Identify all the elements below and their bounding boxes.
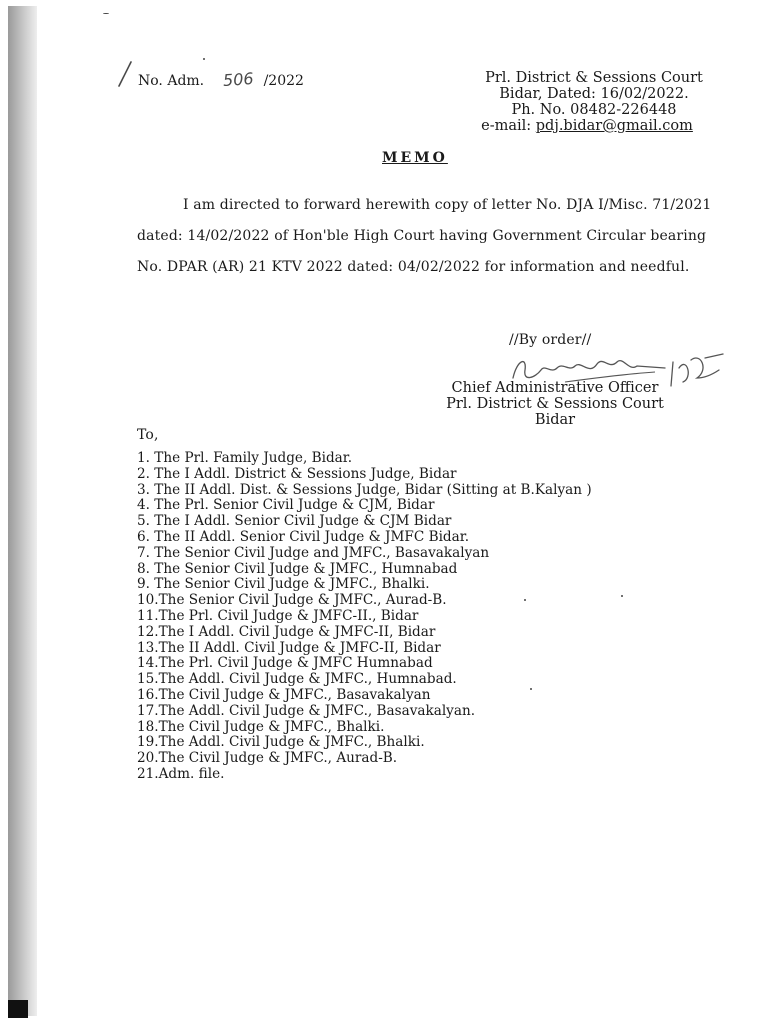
list-item: 12.The I Addl. Civil Judge & JMFC-II, Bidar [137,623,436,640]
scan-corner-mark [8,1000,28,1018]
memo-title: MEMO [382,150,448,166]
recipients-list [137,451,592,783]
scan-speck [621,595,623,597]
list-item: 7. The Senior Civil Judge and JMFC., Basavakalyan [137,544,490,561]
list-item: 2. The I Addl. District & Sessions Judge, Bidar [137,465,457,482]
list-item: 15.The Addl. Civil Judge & JMFC., Humnabad. [137,671,457,688]
email-line [478,118,710,134]
signatory-block [440,380,670,428]
handwritten-slash-mark [115,60,135,88]
signatory-office: Prl. District & Sessions Court [446,396,664,412]
list-item: 11.The Prl. Civil Judge & JMFC-II., Bidar [137,607,419,624]
list-item: 13.The II Addl. Civil Judge & JMFC-II, Bidar [137,639,441,656]
list-item: 21.Adm. file. [137,765,225,782]
email-link[interactable]: pdj.bidar@gmail.com [535,118,693,134]
court-address-block [478,70,710,134]
memo-paragraph-line-1: I am directed to forward herewith copy of letter No. DJA I/Misc. 71/2021 [183,197,712,213]
list-item: 18.The Civil Judge & JMFC., Bhalki. [137,718,385,735]
court-name: Prl. District & Sessions Court [485,70,703,86]
reference-handwritten-number: 506 [221,68,254,91]
phone-number: Ph. No. 08482-226448 [511,102,677,118]
email-label: e-mail: [481,118,532,134]
list-item: 6. The II Addl. Senior Civil Judge & JMFC Bidar. [137,528,470,545]
list-item: 10.The Senior Civil Judge & JMFC., Aurad-B. [137,592,447,609]
list-item: 17.The Addl. Civil Judge & JMFC., Basavakalyan. [137,702,476,719]
recipients-label: To, [137,427,159,443]
reference-number [138,70,304,89]
memo-paragraph-line-3: No. DPAR (AR) 21 KTV 2022 dated: 04/02/2022 for information and needful. [137,259,690,275]
by-order-text: //By order// [509,332,592,348]
list-item: 16.The Civil Judge & JMFC., Basavakalyan [137,686,431,703]
scan-speck [203,58,205,60]
signatory-place: Bidar [534,412,576,428]
list-item: 8. The Senior Civil Judge & JMFC., Humnabad [137,560,458,577]
reference-year: /2022 [263,73,304,89]
list-item: 4. The Prl. Senior Civil Judge & CJM, Bidar [137,497,435,514]
list-item: 20.The Civil Judge & JMFC., Aurad-B. [137,750,398,767]
scan-speck [103,13,109,14]
scan-edge-strip [8,6,37,1016]
place-and-date: Bidar, Dated: 16/02/2022. [499,86,689,102]
memo-paragraph-line-2: dated: 14/02/2022 of Hon'ble High Court having Government Circular bearing [137,228,707,244]
list-item: 19.The Addl. Civil Judge & JMFC., Bhalki. [137,734,425,751]
list-item: 1. The Prl. Family Judge, Bidar. [137,450,353,466]
reference-prefix: No. Adm. [138,73,205,89]
signatory-designation: Chief Administrative Officer [451,380,659,396]
list-item: 14.The Prl. Civil Judge & JMFC Humnabad [137,655,433,672]
list-item: 3. The II Addl. Dist. & Sessions Judge, Bidar (Sitting at B.Kalyan ) [137,481,592,498]
list-item: 9. The Senior Civil Judge & JMFC., Bhalki. [137,576,430,593]
list-item: 5. The I Addl. Senior Civil Judge & CJM Bidar [137,513,452,530]
